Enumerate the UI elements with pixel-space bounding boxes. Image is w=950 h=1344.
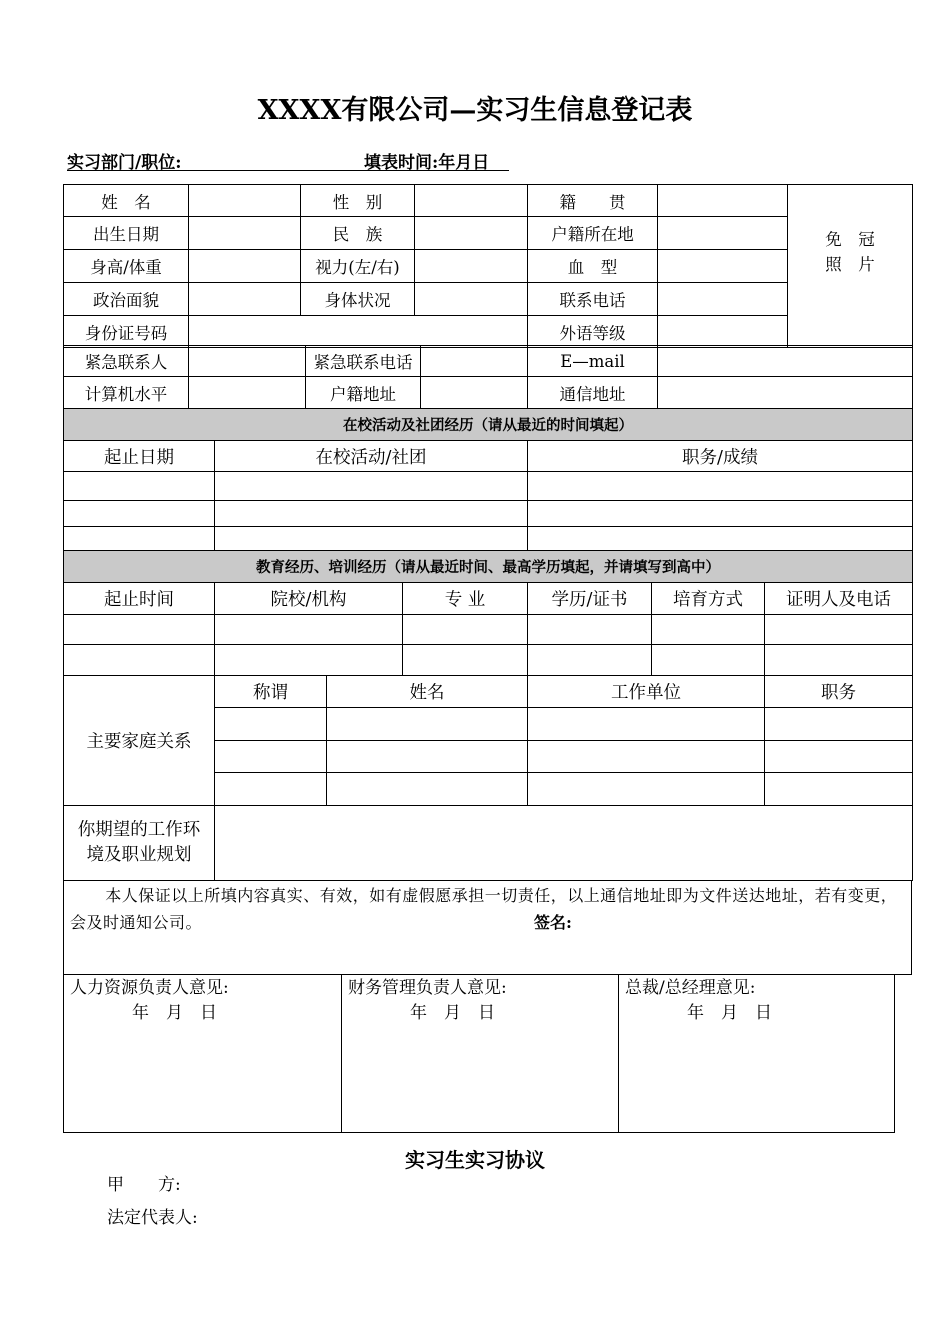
education-col-period: 起止时间	[64, 583, 215, 615]
table-cell[interactable]	[327, 773, 528, 806]
education-col-major: 专 业	[403, 583, 528, 615]
activities-col-period: 起止日期	[64, 441, 215, 472]
label-hukou-address: 户籍地址	[306, 377, 421, 409]
table-cell[interactable]	[215, 472, 528, 501]
table-cell[interactable]	[528, 741, 765, 773]
family-col-name: 姓名	[327, 676, 528, 708]
table-cell[interactable]	[652, 645, 765, 676]
field-hukou-address[interactable]	[421, 377, 528, 409]
table-cell[interactable]	[528, 773, 765, 806]
field-name[interactable]	[189, 185, 301, 217]
table-cell[interactable]	[765, 645, 913, 676]
field-emergency-contact[interactable]	[189, 346, 306, 377]
field-id-number[interactable]	[189, 316, 528, 348]
approvals-box	[63, 975, 895, 1133]
label-birth-date: 出生日期	[64, 217, 189, 250]
education-col-school: 院校/机构	[215, 583, 403, 615]
label-vision: 视力(左/右)	[301, 250, 415, 283]
field-blood-type[interactable]	[658, 250, 788, 283]
table-cell[interactable]	[215, 741, 327, 773]
approval-ceo-date: 年 月 日	[687, 1003, 772, 1023]
approval-finance-label: 财务管理负责人意见:	[348, 978, 507, 998]
label-height-weight: 身高/体重	[64, 250, 189, 283]
field-phone[interactable]	[658, 283, 788, 316]
label-id-number: 身份证号码	[64, 316, 189, 348]
activities-col-activity: 在校活动/社团	[215, 441, 528, 472]
field-emergency-phone[interactable]	[421, 346, 528, 377]
approval-hr-label: 人力资源负责人意见:	[70, 978, 229, 998]
approval-hr-date: 年 月 日	[132, 1003, 217, 1023]
table-cell[interactable]	[64, 615, 215, 645]
approval-hr[interactable]	[64, 975, 342, 1132]
field-mailing-address[interactable]	[658, 377, 913, 409]
field-language-level[interactable]	[658, 316, 788, 348]
table-cell[interactable]	[215, 527, 528, 551]
protocol-title: 实习生实习协议	[405, 1148, 545, 1172]
form-title: XXXX有限公司—实习生信息登记表	[257, 95, 693, 126]
table-cell[interactable]	[64, 501, 215, 527]
table-cell[interactable]	[215, 708, 327, 741]
approval-finance-date: 年 月 日	[410, 1003, 495, 1023]
table-cell[interactable]	[215, 773, 327, 806]
approval-finance[interactable]	[341, 975, 619, 1132]
field-email[interactable]	[658, 346, 913, 377]
table-cell[interactable]	[652, 615, 765, 645]
table-cell[interactable]	[215, 645, 403, 676]
signature-label: 签名:	[534, 913, 572, 932]
career-plan-field[interactable]	[215, 806, 913, 881]
table-cell[interactable]	[403, 645, 528, 676]
approval-ceo-label: 总裁/总经理意见:	[625, 978, 756, 998]
label-gender: 性 别	[301, 185, 415, 217]
photo-label: 免 冠 照 片	[825, 230, 875, 274]
field-political-status[interactable]	[189, 283, 301, 316]
label-health: 身体状况	[301, 283, 415, 316]
family-label: 主要家庭关系	[64, 676, 215, 806]
table-cell[interactable]	[528, 527, 913, 551]
declaration-text: 本人保证以上所填内容真实、有效，如有虚假愿承担一切责任，以上通信地址即为文件送达地址，若有变更，会及时通知公司。	[70, 886, 898, 932]
legal-rep-label: 法定代表人:	[107, 1208, 198, 1228]
declaration-box	[63, 880, 912, 975]
table-cell[interactable]	[528, 645, 652, 676]
table-cell[interactable]	[64, 472, 215, 501]
table-cell[interactable]	[327, 708, 528, 741]
table-cell[interactable]	[64, 645, 215, 676]
table-cell[interactable]	[528, 708, 765, 741]
table-cell[interactable]	[528, 472, 913, 501]
party-a-label: 甲 方:	[107, 1175, 181, 1195]
label-name: 姓 名	[64, 185, 189, 217]
label-language-level: 外语等级	[528, 316, 658, 348]
activities-section-header: 在校活动及社团经历（请从最近的时间填起）	[64, 409, 913, 441]
label-emergency-contact: 紧急联系人	[64, 346, 189, 377]
table-cell[interactable]	[765, 773, 913, 806]
label-phone: 联系电话	[528, 283, 658, 316]
label-mailing-address: 通信地址	[528, 377, 658, 409]
table-cell[interactable]	[64, 527, 215, 551]
education-col-mode: 培育方式	[652, 583, 765, 615]
family-col-position: 职务	[765, 676, 913, 708]
contact-table	[63, 345, 913, 409]
career-plan-label: 你期望的工作环境及职业规划	[64, 806, 215, 881]
education-col-degree: 学历/证书	[528, 583, 652, 615]
education-table	[63, 550, 913, 676]
basic-info-table	[63, 184, 913, 348]
table-cell[interactable]	[765, 741, 913, 773]
field-height-weight[interactable]	[189, 250, 301, 283]
table-cell[interactable]	[327, 741, 528, 773]
table-cell[interactable]	[403, 615, 528, 645]
activities-col-role: 职务/成绩	[528, 441, 913, 472]
family-col-employer: 工作单位	[528, 676, 765, 708]
field-hukou-location[interactable]	[658, 217, 788, 250]
approval-ceo[interactable]	[618, 975, 894, 1132]
label-emergency-phone: 紧急联系电话	[306, 346, 421, 377]
education-col-reference: 证明人及电话	[765, 583, 913, 615]
dept-label: 实习部门/职位:	[67, 153, 182, 173]
table-cell[interactable]	[215, 615, 403, 645]
field-birth-date[interactable]	[189, 217, 301, 250]
table-cell[interactable]	[765, 708, 913, 741]
field-ethnicity[interactable]	[415, 217, 528, 250]
activities-table	[63, 408, 913, 551]
label-native-place: 籍 贯	[528, 185, 658, 217]
fill-date-label: 填表时间:年月日	[364, 153, 490, 173]
photo-box[interactable]	[788, 185, 913, 348]
label-ethnicity: 民 族	[301, 217, 415, 250]
label-email: E—mail	[528, 346, 658, 377]
table-cell[interactable]	[528, 501, 913, 527]
table-cell[interactable]	[528, 615, 652, 645]
field-computer-level[interactable]	[189, 377, 306, 409]
field-gender[interactable]	[415, 185, 528, 217]
table-cell[interactable]	[765, 615, 913, 645]
education-section-header: 教育经历、培训经历（请从最近时间、最高学历填起，并请填写到高中）	[64, 551, 913, 583]
field-health[interactable]	[415, 283, 528, 316]
field-native-place[interactable]	[658, 185, 788, 217]
label-computer-level: 计算机水平	[64, 377, 189, 409]
field-vision[interactable]	[415, 250, 528, 283]
family-col-relation: 称谓	[215, 676, 327, 708]
label-blood-type: 血 型	[528, 250, 658, 283]
label-political-status: 政治面貌	[64, 283, 189, 316]
family-table	[63, 675, 913, 881]
meta-underline	[67, 170, 509, 171]
label-hukou-location: 户籍所在地	[528, 217, 658, 250]
table-cell[interactable]	[215, 501, 528, 527]
